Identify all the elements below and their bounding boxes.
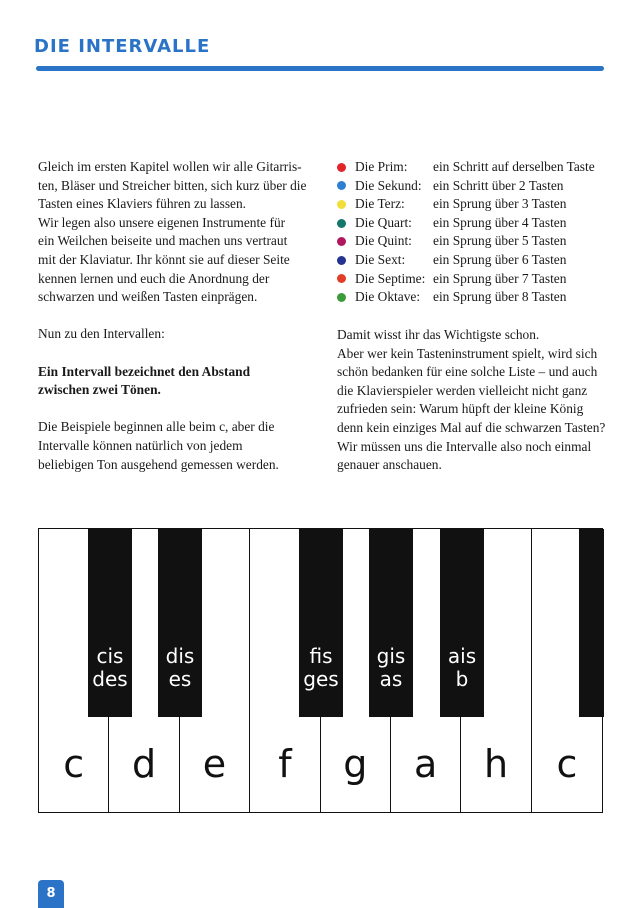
color-dot-icon [337,274,346,283]
interval-item [337,214,607,233]
piano-keyboard [38,528,603,813]
interval-description: ein Sprung über 5 Tasten [433,233,567,249]
interval-item [337,195,607,214]
white-key-label: g [343,742,368,786]
interval-list [337,158,607,307]
interval-name: Die Prim: [355,159,408,174]
interval-name: Die Quart: [355,214,412,230]
white-key-label: e [202,742,227,786]
flat-name: ges [303,667,339,691]
color-dot-icon [337,163,346,172]
white-key-label: h [484,742,509,786]
color-dot-icon [337,219,346,228]
interval-description: ein Sprung über 8 Tasten [433,289,567,305]
black-key [579,529,604,717]
closing-paragraph: Damit wisst ihr das Wichtigste schon. Aber wer kein Tasteninstrument spielt, wird sich schön bedanken für eine solche Liste – und auch die Klavierspieler werden vielleicht nicht ganz zufrieden sein: Warum hüpft der kleine König denn kein einziges Mal auf die schwarzen Tasten? Wir müssen uns die Intervalle also noch einmal genauer anschauen. [337,327,606,473]
interval-description: ein Sprung über 4 Tasten [433,214,567,230]
left-column [38,158,308,493]
sharp-name: dis [165,644,195,668]
flat-name: es [168,667,192,691]
white-key-label: c [556,742,578,786]
interval-name: Die Septime: [355,270,426,286]
black-key-label [299,645,343,691]
intervals-lead-in: Nun zu den Intervallen: [38,326,165,342]
sharp-name: gis [376,644,406,668]
page-title: DIE INTERVALLE [34,36,211,57]
interval-description: ein Sprung über 3 Tasten [433,196,567,212]
interval-name: Die Sext: [355,251,406,267]
flat-name: as [379,667,403,691]
flat-name: des [92,667,128,691]
sharp-name: fis [309,644,333,668]
interval-description: ein Sprung über 7 Tasten [433,270,567,286]
black-key-label [88,645,132,691]
interval-item [337,288,607,307]
intro-paragraph: Gleich im ersten Kapitel wollen wir alle Gitarris- ten, Bläser und Streicher bitten, sich kurz über die Tasten eines Klaviers führen zu lassen. Wir legen also unsere eigenen Instrumente für ein Weilchen beiseite und machen uns vertraut mit der Klaviatur. Ihr könnt sie auf dieser Seite kennen lernen und euch die Anordnung der schwarzen und weißen Tasten einprägen. [38,159,307,305]
interval-name: Die Sekund: [355,177,422,193]
interval-name: Die Quint: [355,233,412,249]
interval-description: ein Schritt über 2 Tasten [433,177,564,193]
white-key-label: c [63,742,85,786]
page-number: 8 [38,880,64,908]
interval-item [337,158,607,177]
color-dot-icon [337,237,346,246]
interval-definition: Ein Intervall bezeichnet den Abstand zwischen zwei Tönen. [38,363,251,398]
white-key-label: a [414,742,438,786]
black-key-label [440,645,484,691]
interval-description: ein Sprung über 6 Tasten [433,251,567,267]
interval-name: Die Oktave: [355,289,421,305]
black-key [88,529,132,717]
interval-item [337,232,607,251]
black-key [440,529,484,717]
interval-item [337,177,607,196]
sharp-name: cis [96,644,124,668]
interval-description: ein Schritt auf derselben Taste [433,159,595,174]
interval-name: Die Terz: [355,196,405,212]
white-key-label: d [132,742,157,786]
black-key [299,529,343,717]
right-column [337,326,607,493]
interval-item [337,251,607,270]
black-key [158,529,202,717]
black-key-label [158,645,202,691]
interval-item [337,270,607,289]
black-key-label [369,645,413,691]
color-dot-icon [337,256,346,265]
sharp-name: ais [447,644,477,668]
flat-name: b [455,667,469,691]
color-dot-icon [337,181,346,190]
examples-paragraph: Die Beispiele beginnen alle beim c, aber die Intervalle können natürlich von jedem beliebigen Ton ausgehend gemessen werden. [38,419,279,472]
black-key [369,529,413,717]
color-dot-icon [337,200,346,209]
white-key-label: f [278,742,292,786]
title-underline [36,66,604,71]
color-dot-icon [337,293,346,302]
